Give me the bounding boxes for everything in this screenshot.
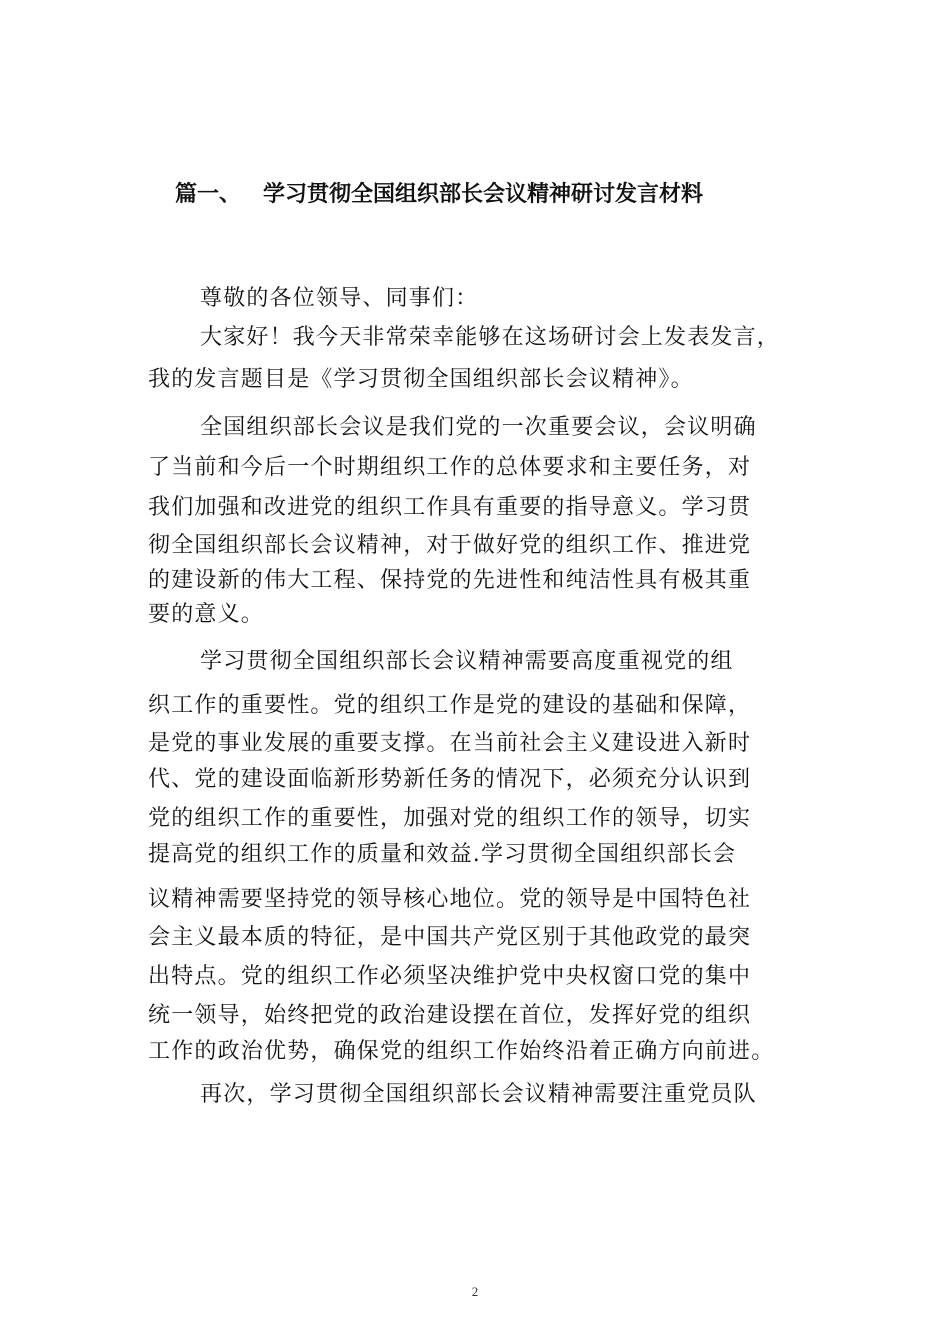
paragraph-line: 议精神需要坚持党的领导核心地位。党的领导是中国特色社 [148,887,752,912]
paragraph-line: 再次，学习贯彻全国组织部长会议精神需要注重党员队 [200,1082,757,1107]
title-prefix: 篇一、 [175,182,242,207]
document-title [175,178,815,212]
paragraph-line: 彻全国组织部长会议精神，对于做好党的组织工作、推进党 [148,533,752,558]
paragraph-line: 的建设新的伟大工程、保持党的先进性和纯洁性具有极其重 [148,568,752,593]
salutation-line: 尊敬的各位领导、同事们： [200,286,479,311]
page-number: 2 [471,1284,479,1299]
paragraph-line: 出特点。党的组织工作必须坚决维护党中央权窗口党的集中 [148,964,752,989]
paragraph-line: 工作的政治优势，确保党的组织工作始终沿着正确方向前进。 [148,1039,775,1064]
paragraph-line: 大家好！我今天非常荣幸能够在这场研讨会上发表发言， [200,325,781,350]
paragraph-line: 织工作的重要性。党的组织工作是党的建设的基础和保障， [148,693,752,718]
paragraph-line: 我们加强和改进党的组织工作具有重要的指导意义。学习贯 [148,495,752,520]
paragraph-line: 提高党的组织工作的质量和效益.学习贯彻全国组织部长会 [148,842,737,867]
paragraph-line: 代、党的建设面临新形势新任务的情况下，必须充分认识到 [148,767,752,792]
paragraph-line: 我的发言题目是《学习贯彻全国组织部长会议精神》。 [148,367,694,392]
paragraph-line: 全国组织部长会议是我们党的一次重要会议，会议明确 [200,415,757,440]
paragraph-line: 要的意义。 [148,602,265,627]
paragraph-line: 学习贯彻全国组织部长会议精神需要高度重视党的组 [200,649,734,674]
title-text: 学习贯彻全国组织部长会议精神研讨发言材料 [263,182,704,207]
paragraph-line: 统一领导，始终把党的政治建设摆在首位，发挥好党的组织 [148,1003,752,1028]
paragraph-line: 会主义最本质的特征，是中国共产党区别于其他政党的最突 [148,925,752,950]
paragraph-line: 是党的事业发展的重要支撑。在当前社会主义建设进入新时 [148,731,752,756]
paragraph-line: 了当前和今后一个时期组织工作的总体要求和主要任务，对 [148,455,752,480]
paragraph-line: 党的组织工作的重要性，加强对党的组织工作的领导，切实 [148,806,752,831]
